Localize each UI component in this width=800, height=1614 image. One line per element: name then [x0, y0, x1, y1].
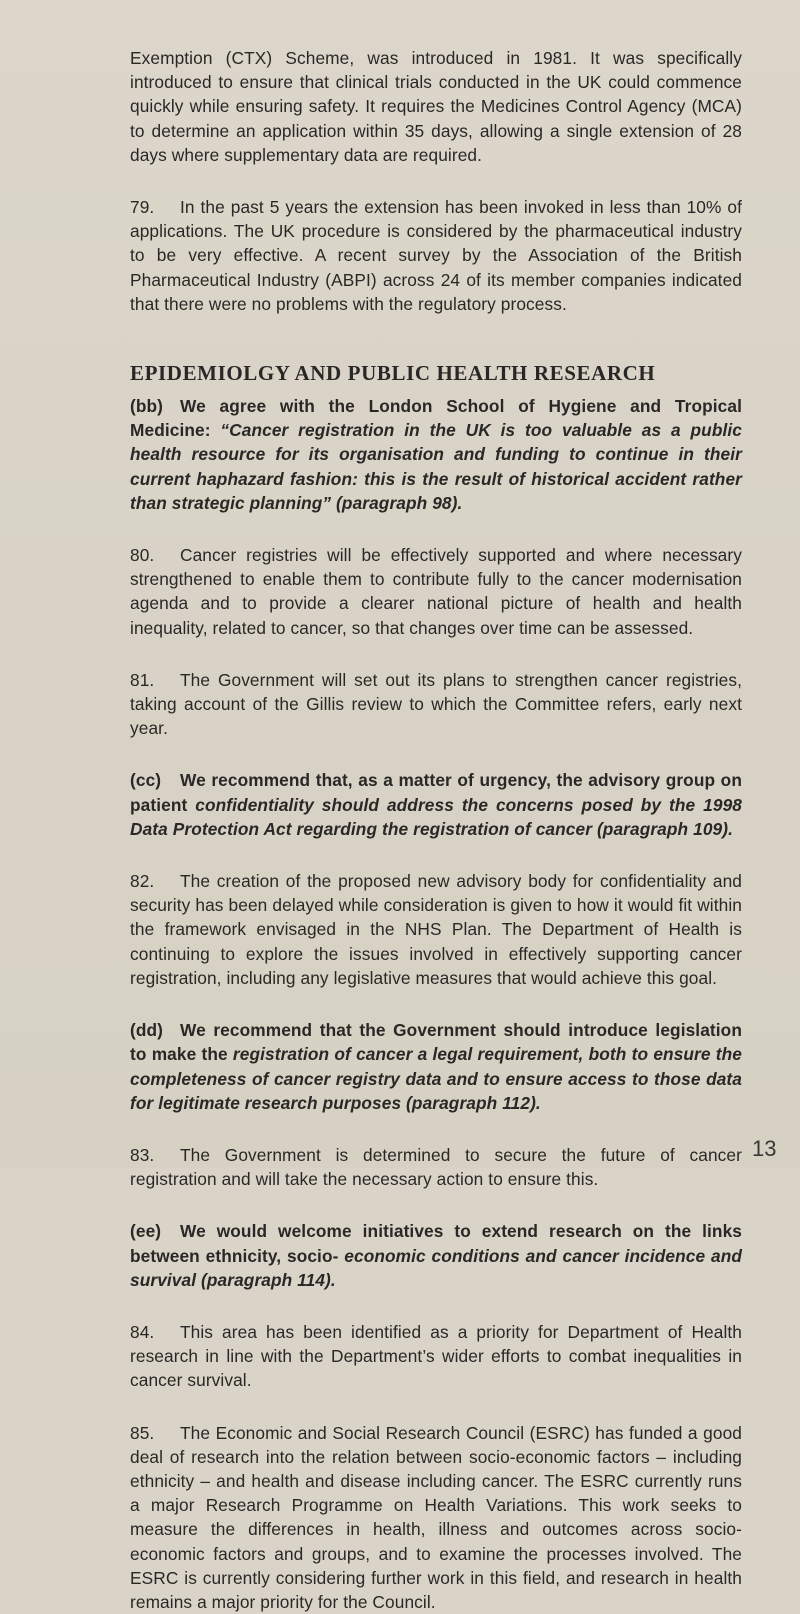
paragraph-number: 79. — [130, 197, 155, 218]
paragraph-85 — [130, 1421, 742, 1614]
paragraph-number: 81. — [130, 669, 155, 690]
recommendation-rest: registration of cancer a legal requirement, both to ensure the completeness of cancer registry data and to ensure access to those data for legitimate research purposes (paragraph 112). — [130, 1044, 743, 1113]
paragraph-81 — [130, 668, 742, 741]
recommendation-lead: We recommend that, as a matter of urgency, the advisory group on patient — [130, 770, 742, 815]
paragraph-number: 85. — [130, 1422, 155, 1443]
paragraph-84 — [130, 1320, 742, 1393]
recommendation-label: (dd) — [130, 1020, 164, 1041]
paragraph-79 — [130, 195, 742, 316]
recommendation-label: (cc) — [130, 770, 162, 791]
paragraph-number: 82. — [130, 871, 155, 892]
recommendation-label: (ee) — [130, 1221, 162, 1242]
recommendation-bb — [130, 394, 742, 515]
section-heading: EPIDEMIOLGY AND PUBLIC HEALTH RESEARCH — [130, 361, 656, 386]
recommendation-lead: We recommend that the Government should introduce legislation to make the — [130, 1020, 742, 1065]
paragraph-number: 80. — [130, 545, 155, 566]
paragraph-continuation: Exemption (CTX) Scheme, was introduced in 1981. It was specifically introduced to ensure that clinical trials conducted in the UK could commence quickly while ensuring safety. It requires the Medicines Control Agency (MCA) to determine an application within 35 days, allowing a single extension of 28 days where supplementary data are required. — [130, 48, 742, 165]
recommendation-ee — [130, 1219, 742, 1292]
recommendation-rest: confidentiality should address the concerns posed by the 1998 Data Protection Act regarding the registration of cancer (paragraph 109). — [130, 794, 742, 839]
paragraph-number: 83. — [130, 1144, 155, 1165]
page-number: 13 — [752, 1136, 777, 1161]
paragraph-number: 84. — [130, 1321, 155, 1342]
recommendation-quote: “Cancer registration in the UK is too valuable as a public health resource for its organisation and funding to continue in their current haphazard fashion: this is the result of historical accident rather than strategic planning” (paragraph 98). — [130, 420, 742, 513]
recommendation-rest: economic conditions and cancer incidence and survival (paragraph 114). — [130, 1245, 743, 1290]
paragraph-text: The Economic and Social Research Council (ESRC) has funded a good deal of research into the relation between socio-economic factors – including ethnicity – and health and disease including cancer. The ESRC currently runs a major Research Programme on Health Variations. This work seeks to measure the differences in health, illness and outcomes across socio-economic factors and groups, and to examine the processes involved. The ESRC is currently considering further work in this field, and research in health remains a major priority for the Council. — [130, 1422, 742, 1612]
paragraph-text: This area has been identified as a priority for Department of Health research in line with the Department’s wider efforts to combat inequalities in cancer survival. — [130, 1321, 742, 1391]
recommendation-lead: We would welcome initiatives to extend research on the links between ethnicity, socio- — [130, 1221, 742, 1266]
recommendation-lead: We agree with the London School of Hygiene and Tropical Medicine: — [130, 396, 742, 441]
recommendation-cc — [130, 768, 742, 841]
paragraph-text: The Government will set out its plans to strengthen cancer registries, taking account of the Gillis review to which the Committee refers, early next year. — [130, 669, 742, 739]
recommendation-dd — [130, 1018, 742, 1115]
paragraph-text: Cancer registries will be effectively supported and where necessary strengthened to enable them to contribute fully to the cancer modernisation agenda and to provide a clearer national picture of health and health inequality, related to cancer, so that changes over time can be assessed. — [130, 545, 742, 638]
paragraph-text: In the past 5 years the extension has been invoked in less than 10% of applications. The UK procedure is considered by the pharmaceutical industry to be very effective. A recent survey by the Association of the British Pharmaceutical Industry (ABPI) across 24 of its member companies indicated that there were no problems with the regulatory process. — [130, 197, 742, 314]
paragraph-82 — [130, 869, 742, 990]
page-body — [130, 46, 742, 1614]
paragraph-text: The Government is determined to secure the future of cancer registration and will take the necessary action to ensure this. — [130, 1144, 742, 1190]
paragraph-80 — [130, 543, 742, 640]
recommendation-label: (bb) — [130, 396, 164, 417]
paragraph-text: The creation of the proposed new advisory body for confidentiality and security has been delayed while consideration is given to how it would fit within the framework envisaged in the NHS Plan. The Department of Health is continuing to explore the issues involved in effectively supporting cancer registration, including any legislative measures that would achieve this goal. — [130, 871, 742, 988]
paragraph-83 — [130, 1143, 742, 1191]
